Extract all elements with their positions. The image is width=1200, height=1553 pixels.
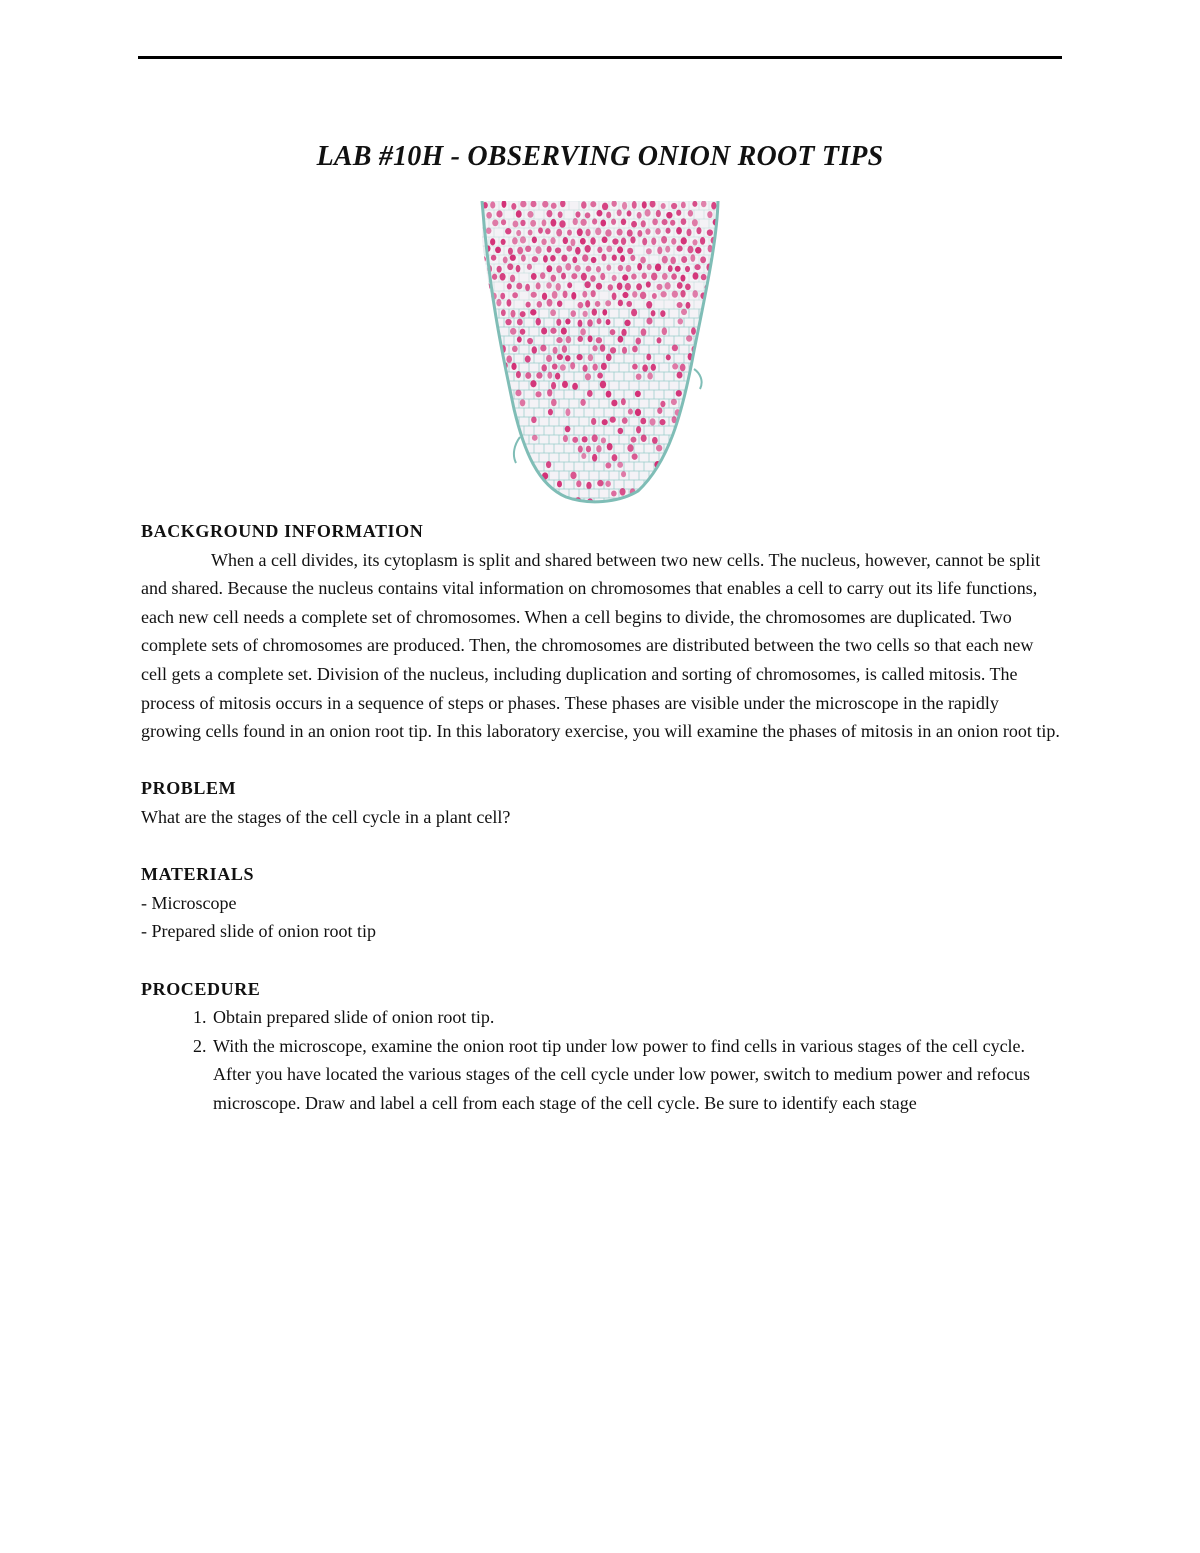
problem-heading: PROBLEM [141,778,237,799]
materials-item: - Prepared slide of onion root tip [141,921,376,942]
page-title: LAB #10H - OBSERVING ONION ROOT TIPS [316,141,884,172]
procedure-heading: PROCEDURE [141,978,261,999]
micrograph-svg [468,201,732,509]
top-rule [138,56,1062,59]
background-paragraph: When a cell divides, its cytoplasm is split and shared between two new cells. The nucleus, however, cannot be split and shared. Because the nucleus contains vital information on chromosomes that enables a cell to carry out its life functions, each new cell needs a complete set of chromosomes. When a cell begins to divide, the chromosomes are duplicated. Two complete sets of chromosomes are produced. Then, the chromosomes are distributed between the two cells so that each new cell gets a complete set. Division of the nucleus, including duplication and sorting of chromosomes, is called mitosis. The process of mitosis occurs in a sequence of steps or phases. These phases are visible under the microscope in the rapidly growing cells found in an onion root tip. In this laboratory exercise, you will examine the phases of mitosis in an onion root tip. [141,549,1060,742]
background-heading: BACKGROUND INFORMATION [141,521,424,541]
materials-heading: MATERIALS [141,864,255,885]
onion-root-tip-micrograph-icon [468,201,732,509]
materials-item: - Microscope [141,892,237,913]
document-body [141,517,1061,1117]
problem-question: What are the stages of the cell cycle in a plant cell? [141,806,511,827]
procedure-step: 1. Obtain prepared slide of onion root tip. [211,1003,1061,1032]
procedure-steps [141,1003,1061,1117]
procedure-step: 2. With the microscope, examine the onion root tip under low power to find cells in various stages of the cell cycle. After you have located the various stages of the cell cycle under low power, switch to medium power and refocus microscope. Draw and label a cell from each stage of the cell cycle. Be sure to identify each stage [211,1032,1061,1118]
